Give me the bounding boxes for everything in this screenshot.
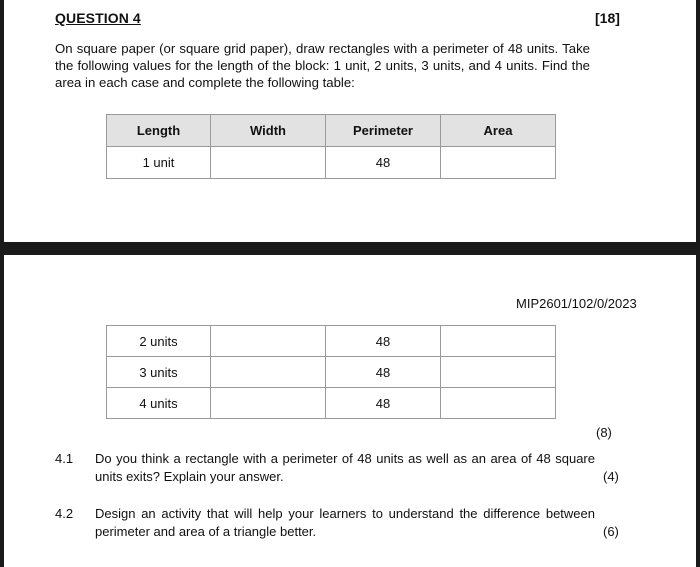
question-title: QUESTION 4 [55,10,141,26]
cell-length: 1 unit [107,147,211,179]
cell-length: 2 units [107,326,211,357]
document-code: MIP2601/102/0/2023 [516,296,637,311]
header-area: Area [441,115,556,147]
page-break-divider [0,242,700,255]
cell-perimeter: 48 [326,357,441,388]
cell-area [441,388,556,419]
subquestion-text: Design an activity that will help your learners to understand the difference between perimeter and area of a triangle better. [95,506,595,539]
table-row [107,326,556,357]
header-length: Length [107,115,211,147]
header-width: Width [211,115,326,147]
cell-width [211,326,326,357]
table-bottom [106,325,556,419]
cell-area [441,357,556,388]
cell-length: 4 units [107,388,211,419]
table-top [106,114,556,179]
question-intro: On square paper (or square grid paper), draw rectangles with a perimeter of 48 units. Take the following values for the length of the block: 1 unit, 2 units, 3 units, and 4 units. Find the area in each case and complete the following table: [55,41,590,90]
cell-width [211,357,326,388]
page-edge-left-lower [0,255,4,567]
cell-area [441,147,556,179]
cell-perimeter: 48 [326,388,441,419]
cell-width [211,388,326,419]
subquestion-number: 4.1 [55,451,74,466]
page-edge-right [696,0,700,243]
table-row [107,147,556,179]
page-edge-left [0,0,4,243]
table-row [107,388,556,419]
table-header-row [107,115,556,147]
question-total-marks: [18] [595,10,620,26]
cell-length: 3 units [107,357,211,388]
header-perimeter: Perimeter [326,115,441,147]
cell-width [211,147,326,179]
table-marks: (8) [596,425,612,440]
subquestion-marks: (4) [603,469,619,484]
cell-area [441,326,556,357]
subquestion-text: Do you think a rectangle with a perimeter of 48 units as well as an area of 48 square units exits? Explain your answer. [95,451,595,484]
cell-perimeter: 48 [326,326,441,357]
page-edge-right-lower [696,255,700,567]
table-row [107,357,556,388]
cell-perimeter: 48 [326,147,441,179]
subquestion-number: 4.2 [55,506,74,521]
subquestion-marks: (6) [603,524,619,539]
